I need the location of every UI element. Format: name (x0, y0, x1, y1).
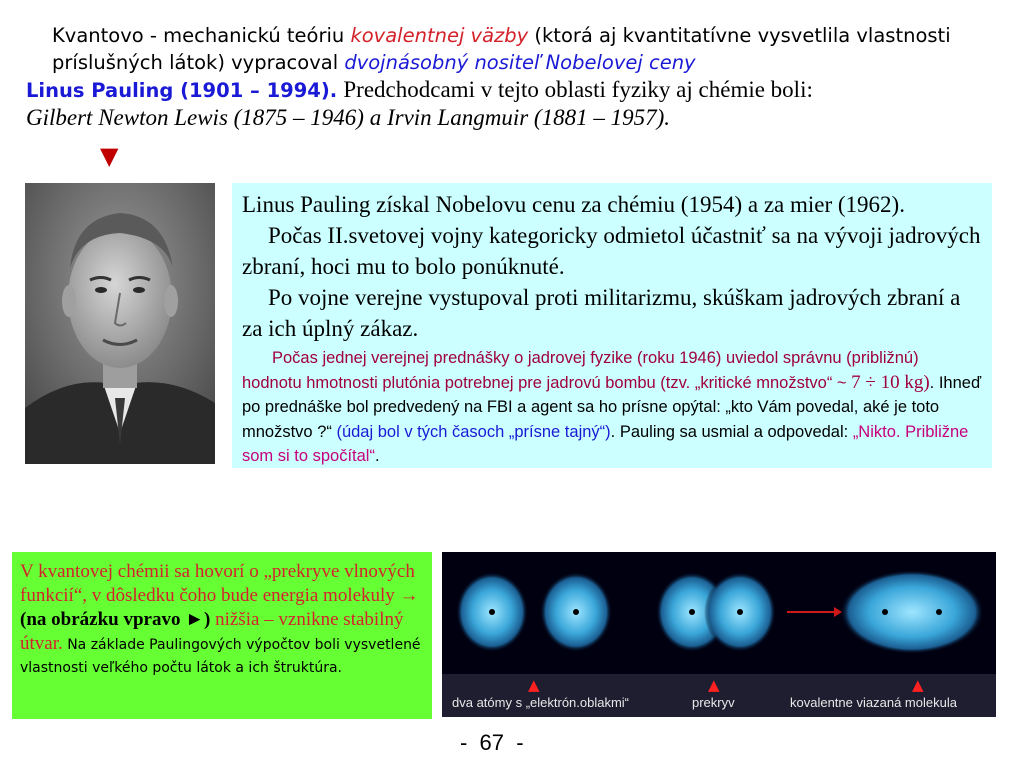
nobel-laureate-text: dvojnásobný nositeľ Nobelovej ceny (344, 51, 696, 74)
intro-text-2: (ktorá aj kvantitatívne vysvetlila vlastnosti príslušných látok) vypracoval (52, 24, 951, 74)
down-arrow-icon: ▼ (100, 142, 119, 170)
portrait-photo (25, 183, 215, 464)
critical-mass-text: (tzv. „kritické množstvo“ ~ (660, 373, 852, 392)
pauling-quote: „Nikto. Približne som si to spočítal“ (242, 422, 969, 465)
molecule-cloud (840, 570, 984, 654)
pauling-name: Linus Pauling (1901 – 1994). (26, 79, 338, 102)
see-image-note: (na obrázku vpravo ►) (20, 609, 211, 630)
nobel-info-box (232, 183, 992, 468)
intro-line-3 (26, 104, 1006, 132)
critical-mass-value: 7 ÷ 10 kg) (851, 371, 930, 393)
anecdote-text-3: . Pauling sa usmial a odpovedal: (610, 422, 853, 441)
postwar-paragraph: Po vojne verejne vystupoval proti militarizmu, skúškam jadrových zbraní a za ich úplný zákaz. (242, 285, 961, 341)
overlap-text: V kvantovej chémii sa hovorí o „prekryve vlnových funkcií“, v dôsledku čoho bude energia molekuly → (20, 561, 419, 606)
caption-overlap: prekryv (692, 695, 735, 710)
pauling-calculations-text: Na základe Paulingových výpočtov boli vysvetlené vlastnosti veľkého počtu látok a ich štruktúra. (20, 637, 421, 676)
intro-paragraph (26, 22, 1006, 132)
predecessors-names: Gilbert Newton Lewis (1875 – 1946) a Irvin Langmuir (1881 – 1957). (26, 105, 670, 130)
wartime-paragraph: Počas II.svetovej vojny kategoricky odmietol účastniť sa na vývoji jadrových zbraní, hoci mu to bolo ponúknuté. (242, 223, 981, 279)
diagram-caption-bar (442, 674, 996, 717)
intro-line-2 (26, 76, 1006, 104)
quantum-chemistry-box (12, 552, 432, 719)
stable-formation-text: nižšia – vznikne stabilný útvar. (20, 609, 404, 654)
anecdote-text-2: . Ihneď po prednáške bol predvedený na FBI a agent sa ho prísne opýtal: „kto Vám povedal, aké je toto množstvo ?“ (242, 373, 982, 441)
nobel-prizes-line: Linus Pauling získal Nobelovu cenu za chémiu (1954) a za mier (1962). (242, 192, 905, 217)
orbital-overlap-diagram (442, 552, 996, 717)
term-covalent-bond: kovalentnej väzby (350, 24, 529, 47)
caption-molecule: kovalentne viazaná molekula (790, 695, 957, 710)
intro-text: Kvantovo - mechanickú teóriu (52, 24, 351, 47)
anecdote-text-1: Počas jednej verejnej prednášky o jadrovej fyzike (roku 1946) uviedol správnu (približnú) hodnotu hmotnosti plutónia potrebnej pre jadrovú bombu (242, 349, 919, 392)
anecdote-paragraph (242, 346, 982, 469)
marker-up-icon: ▲ (912, 676, 924, 694)
marker-up-icon: ▲ (528, 676, 540, 694)
marker-up-icon: ▲ (708, 676, 720, 694)
portrait-image (25, 183, 215, 464)
anecdote-end: . (374, 447, 380, 465)
secret-note: (údaj bol v tých časoch „prísne tajný“) (336, 422, 611, 441)
predecessors-text: Predchodcami v tejto oblasti fyziky aj chémie boli: (343, 77, 813, 102)
electron-clouds-illustration (442, 552, 996, 674)
page-number: - 67 - (460, 730, 524, 755)
caption-two-atoms: dva atómy s „elektrón.oblakmi“ (452, 695, 630, 710)
intro-line-1 (26, 22, 1006, 76)
